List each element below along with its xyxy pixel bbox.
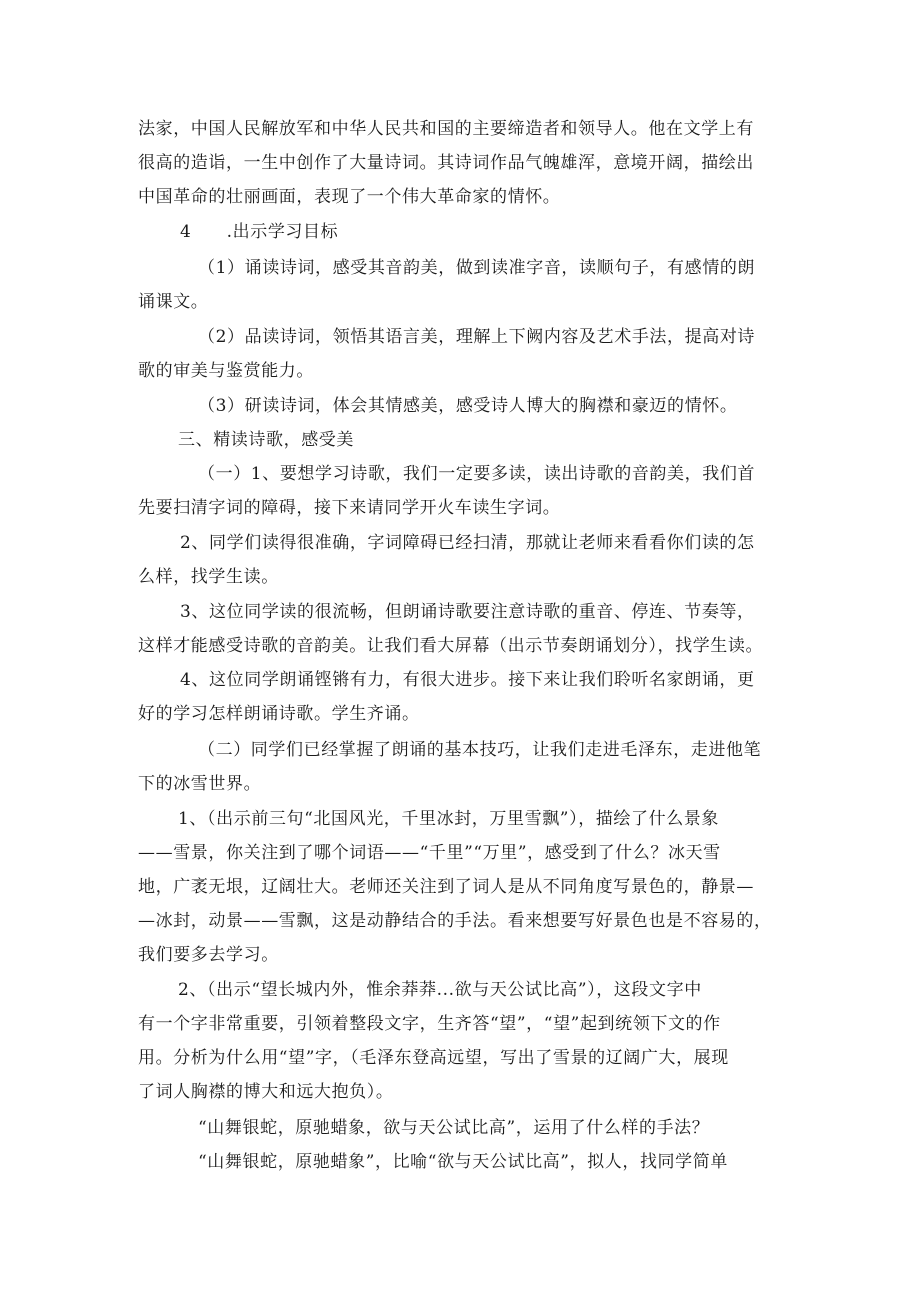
- text-line: （2）品读诗词，领悟其语言美，理解上下阙内容及艺术手法，提高对诗: [198, 327, 756, 347]
- text-line: “山舞银蛇，原驰蜡象”，比喻“欲与天公试比高”，拟人，找同学简单: [198, 1152, 728, 1172]
- text-line: 法家，中国人民解放军和中华人民共和国的主要缔造者和领导人。他在文学上有: [138, 119, 754, 139]
- text-line: —冰封，动景——雪飘，这是动静结合的手法。看来想要写好景色也是不容易的，: [138, 911, 772, 931]
- text-line: 好的学习怎样朗诵诗歌。学生齐诵。: [138, 704, 420, 724]
- text-line: 这样才能感受诗歌的音韵美。让我们看大屏幕（出示节奏朗诵划分），找学生读。: [138, 636, 764, 656]
- text-line: ——雪景，你关注到了哪个词语——“千里”“万里”，感受到了什么？冰天雪: [138, 843, 721, 863]
- text-line: 3、这位同学读的很流畅，但朗诵诗歌要注意诗歌的重音、停连、节奏等，: [180, 602, 755, 622]
- text-line: 我们要多去学习。: [138, 945, 279, 965]
- text-line: 用。分析为什么用“望”字，（毛泽东登高远望，写出了雪景的辽阔广大，展现: [138, 1048, 729, 1068]
- text-line: 2、（出示“望长城内外，惟余莽莽...欲与天公试比高”），这段文字中: [178, 980, 702, 1000]
- text-line: 地，广袤无垠，辽阔壮大。老师还关注到了词人是从不同角度写景色的，静景—: [138, 877, 754, 897]
- text-line: 先要扫清字词的障碍，接下来请同学开火车读生字词。: [138, 498, 561, 518]
- text-line: 有一个字非常重要，引领着整段文字，生齐答“望”，“望”起到统领下文的作: [138, 1014, 721, 1034]
- text-line: 4、这位同学朗诵铿锵有力，有很大进步。接下来让我们聆听名家朗诵，更: [180, 670, 755, 690]
- text-line: 诵课文。: [138, 292, 209, 312]
- text-line: 么样，找学生读。: [138, 567, 279, 587]
- text-line: 下的冰雪世界。: [138, 774, 262, 794]
- text-line: （一）1、要想学习诗歌，我们一定要多读，读出诗歌的音韵美，我们首: [198, 464, 756, 484]
- text-line: “山舞银蛇，原驰蜡象，欲与天公试比高”，运用了什么样的手法？: [198, 1118, 710, 1138]
- section-heading: 4 .出示学习目标: [180, 222, 339, 242]
- text-line: （3）研读诗词，体会其情感美，感受诗人博大的胸襟和豪迈的情怀。: [198, 396, 738, 416]
- text-line: 了词人胸襟的博大和远大抱负）。: [138, 1082, 394, 1102]
- text-line: 1、（出示前三句“北国风光，千里冰封，万里雪飘”），描绘了什么景象: [178, 809, 719, 829]
- text-line: （二）同学们已经掌握了朗诵的基本技巧，让我们走进毛泽东，走进他笔: [198, 740, 762, 760]
- section-heading: 三、精读诗歌，感受美: [178, 430, 354, 450]
- text-line: 很高的造诣，一生中创作了大量诗词。其诗词作品气魄雄浑，意境开阔，描绘出: [138, 153, 754, 173]
- text-line: 中国革命的壮丽画面，表现了一个伟大革命家的情怀。: [138, 187, 561, 207]
- text-line: 2、同学们读得很准确，字词障碍已经扫清，那就让老师来看看你们读的怎: [180, 533, 755, 553]
- text-line: 歌的审美与鉴赏能力。: [138, 361, 314, 381]
- text-line: （1）诵读诗词，感受其音韵美，做到读准字音，读顺句子，有感情的朗: [198, 258, 756, 278]
